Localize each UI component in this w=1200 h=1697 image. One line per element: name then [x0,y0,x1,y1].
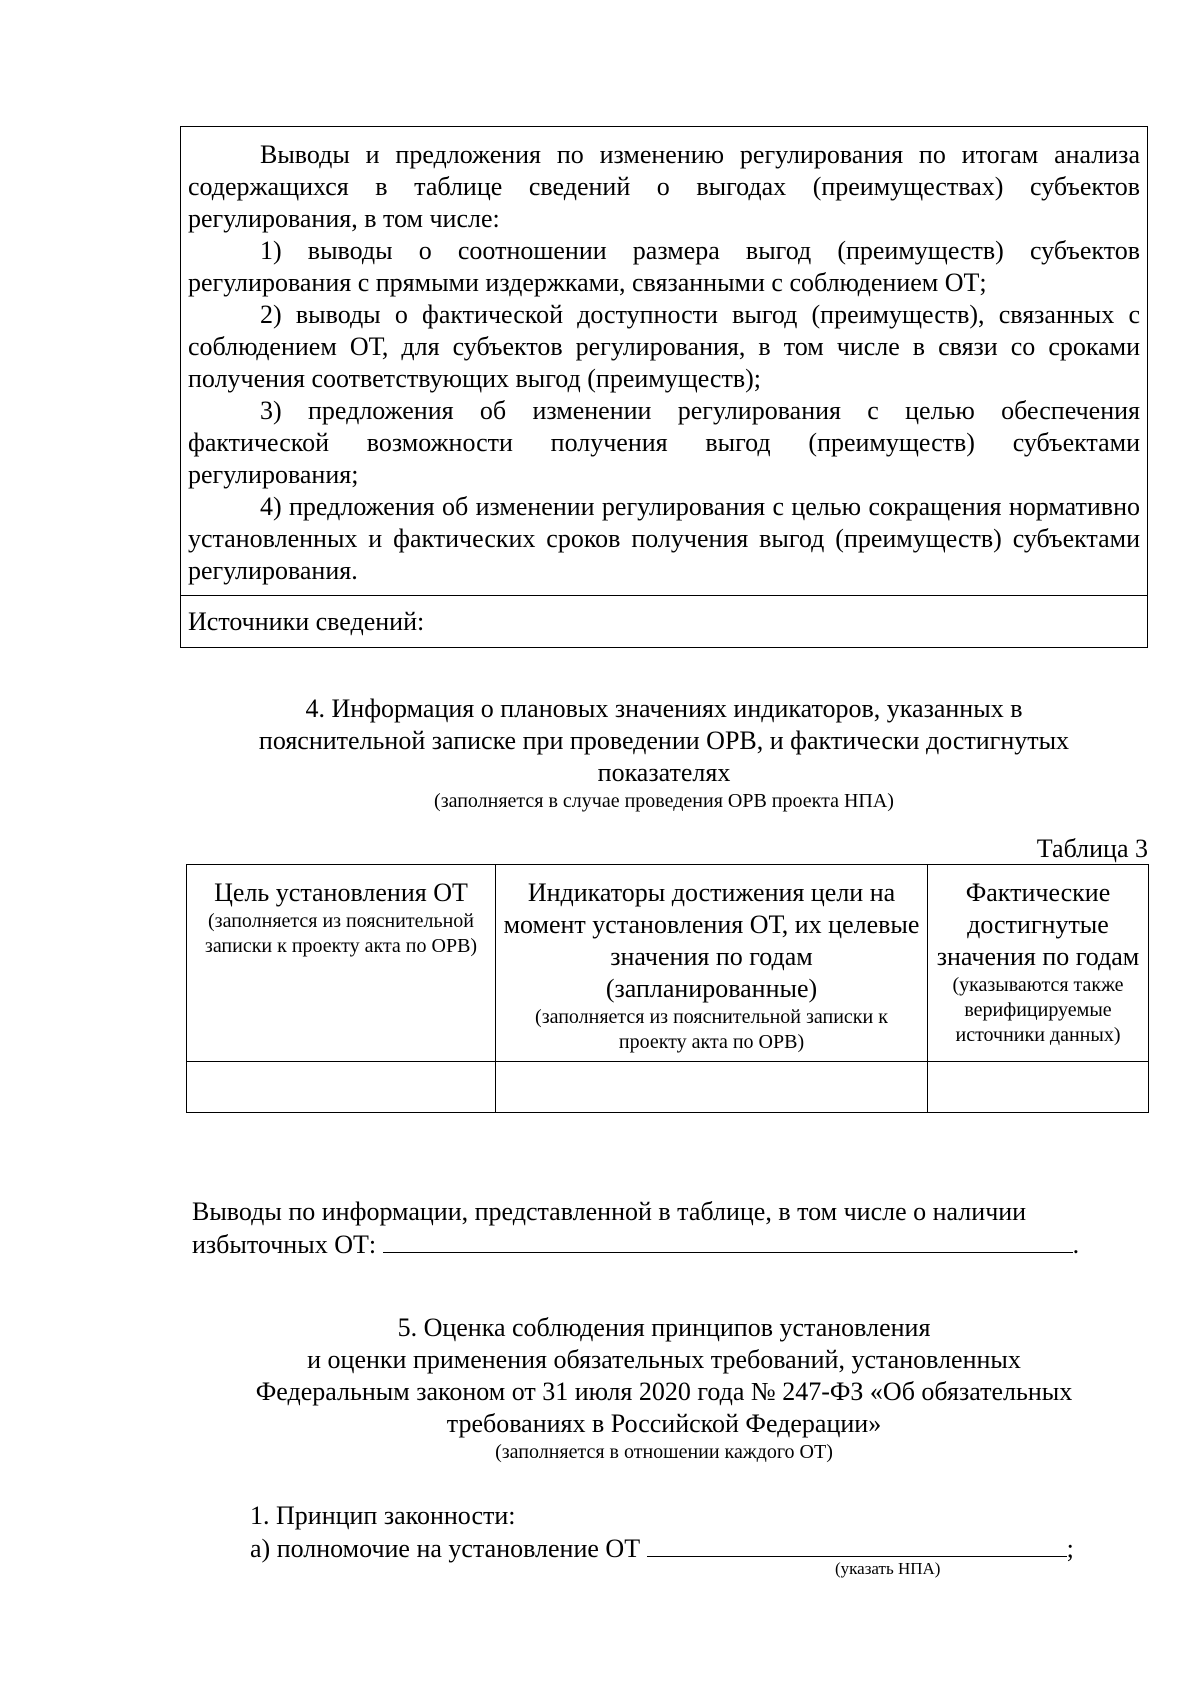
sources-label: Источники сведений: [188,607,425,636]
section-5-title-line-4: требованиях в Российской Федерации» [446,1409,882,1438]
conclusion-item-4: 4) предложения об изменении регулирования с целью сокращения нормативно установленных и фактических сроков получения выгод (преимуществ) субъектами регулирования. [188,492,1140,585]
conclusions-cell [181,127,1147,596]
conclusions-box [180,126,1148,648]
conclusion-item-1: 1) выводы о соотношении размера выгод (преимуществ) субъектов регулирования с прямыми издержками, связанными с соблюдением ОТ; [188,236,1140,297]
header-goal-note: (заполняется из пояснительной записки к проекту акта по ОРВ) [204,910,478,957]
header-goal-title: Цель установления ОТ [214,878,468,907]
section-5-title-line-1: 5. Оценка соблюдения принципов установления [397,1313,931,1342]
header-indicators-note: (заполняется из пояснительной записки к проекту акта по ОРВ) [535,1006,888,1053]
table-cell-indicators[interactable] [496,1062,928,1113]
header-indicators [496,865,928,1062]
section-5-heading [180,1312,1148,1465]
principle-legality-a [250,1532,1150,1565]
section-4-title-line-3: показателях [597,758,731,787]
conclusion-item-3: 3) предложения об изменении регулирования с целью обеспечения фактической возможности получения выгод (преимуществ) субъектами регулирования; [188,396,1140,489]
section-5-note: (заполняется в отношении каждого ОТ) [495,1441,833,1463]
section-4-note: (заполняется в случае проведения ОРВ проекта НПА) [434,790,894,812]
sources-cell[interactable] [181,596,1147,647]
conclusion-line-2 [192,1228,1148,1261]
table-caption: Таблица 3 [1036,834,1148,863]
conclusion-end: . [1072,1230,1080,1259]
authority-end: ; [1066,1534,1074,1563]
indicators-table [186,864,1149,1113]
header-indicators-title: Индикаторы достижения цели на момент установления ОТ, их целевые значения по годам (запланированные) [503,878,920,1003]
table-header-row [187,865,1149,1062]
conclusion-line-1: Выводы по информации, представленной в таблице, в том числе о наличии [192,1197,1027,1226]
section-5-title-line-3: Федеральным законом от 31 июля 2020 года № 247-ФЗ «Об обязательных [255,1377,1073,1406]
table-row [187,1062,1149,1113]
section-4-heading [180,693,1148,814]
conclusion-blank-line[interactable] [383,1228,1073,1253]
header-goal [187,865,496,1062]
authority-label: а) полномочие на установление ОТ [250,1534,641,1563]
conclusion-item-2: 2) выводы о фактической доступности выгод (преимуществ), связанных с соблюдением ОТ, для субъектов регулирования, в том числе в связи со сроками получения соответствующих выгод (преимуществ); [188,300,1140,393]
authority-blank-line[interactable] [647,1532,1067,1557]
conclusion-label: избыточных ОТ: [192,1230,377,1259]
table-cell-goal[interactable] [187,1062,496,1113]
principle-legality: 1. Принцип законности: [250,1501,516,1530]
header-actual-note: (указываются также верифицируемые источники данных) [952,974,1124,1046]
section-5-list [250,1500,1150,1565]
header-actual [928,865,1149,1062]
section-4-title-line-1: 4. Информация о плановых значениях индикаторов, указанных в [305,694,1023,723]
conclusions-intro: Выводы и предложения по изменению регулирования по итогам анализа содержащихся в таблице сведений о выгодах (преимуществах) субъектов регулирования, в том числе: [188,140,1140,233]
table-conclusion [192,1196,1148,1261]
section-4-title-line-2: пояснительной записке при проведении ОРВ, и фактически достигнутых [258,726,1070,755]
authority-hint: (указать НПА) [835,1559,941,1578]
section-5-title-line-2: и оценки применения обязательных требований, установленных [307,1345,1021,1374]
table-cell-actual[interactable] [928,1062,1149,1113]
header-actual-title: Фактические достигнутые значения по годам [936,878,1140,971]
